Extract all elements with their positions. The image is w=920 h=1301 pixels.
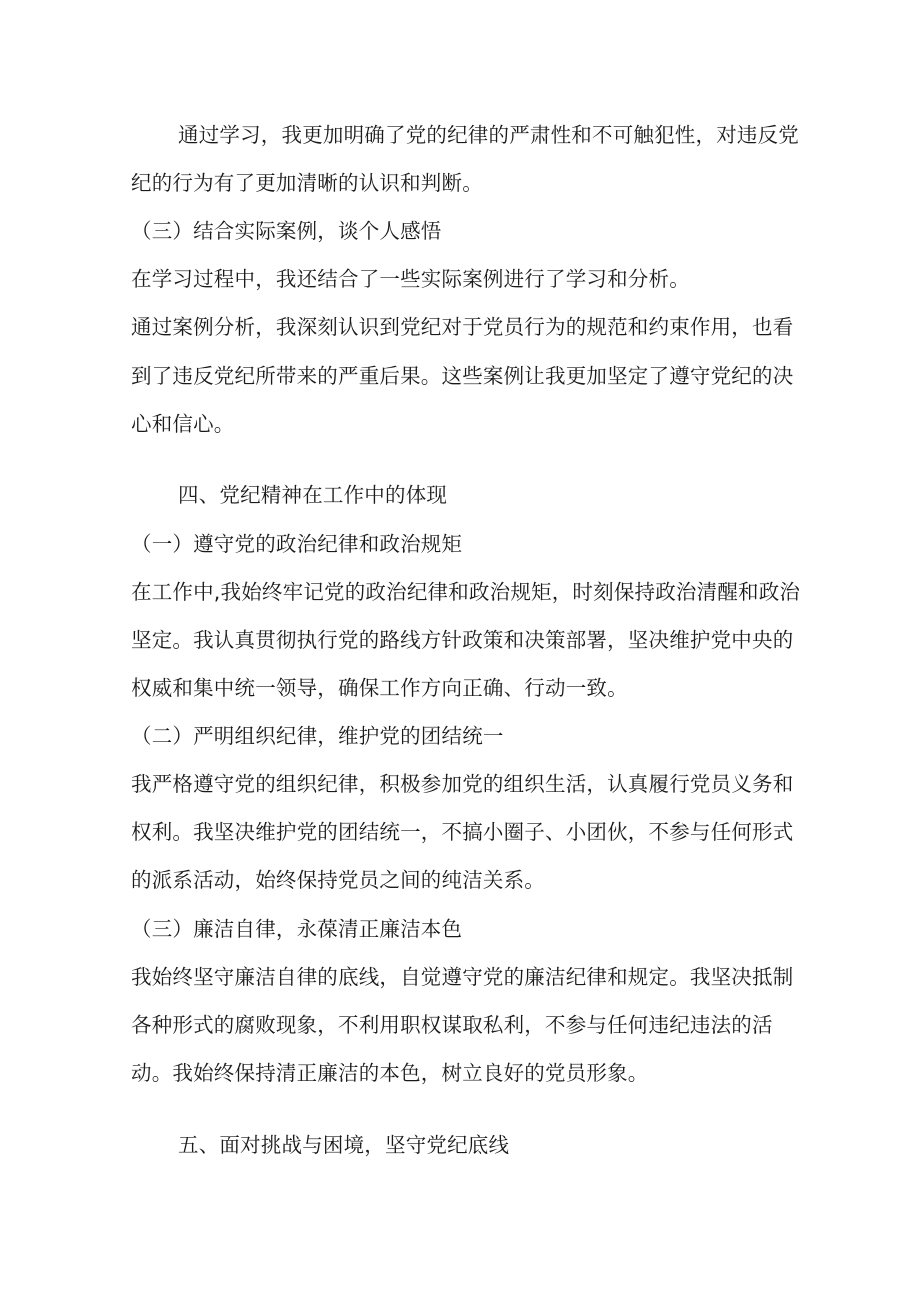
paragraph-line: 心和信心。	[131, 412, 235, 436]
paragraph-line: 坚定。我认真贯彻执行党的路线方针政策和决策部署，坚决维护党中央的	[131, 628, 794, 652]
subsection-heading: （一）遵守党的政治纪律和政治规矩	[131, 532, 463, 556]
paragraph-line: 在学习过程中，我还结合了一些实际案例进行了学习和分析。	[131, 267, 690, 291]
paragraph-line: 到了违反党纪所带来的严重后果。这些案例让我更加坚定了遵守党纪的决	[131, 364, 794, 388]
subsection-heading: （二）严明组织纪律，维护党的团结统一	[131, 724, 504, 748]
subsection-heading: （三）廉洁自律，永葆清正廉洁本色	[131, 917, 463, 941]
paragraph-line: 通过学习，我更加明确了党的纪律的严肃性和不可触犯性，对违反党	[178, 123, 799, 147]
subsection-heading: （三）结合实际案例，谈个人感悟	[131, 219, 442, 243]
paragraph-line: 权利。我坚决维护党的团结统一，不搞小圈子、小团伙，不参与任何形式	[131, 820, 794, 844]
section-heading: 四、党纪精神在工作中的体现	[178, 483, 448, 507]
paragraph-line: 通过案例分析，我深刻认识到党纪对于党员行为的规范和约束作用，也看	[131, 315, 794, 339]
paragraph-line: 纪的行为有了更加清晰的认识和判断。	[131, 171, 483, 195]
section-heading: 五、面对挑战与困境，坚守党纪底线	[178, 1133, 510, 1157]
paragraph-line: 在工作中,我始终牢记党的政治纪律和政治规矩，时刻保持政治清醒和政治	[131, 580, 801, 604]
paragraph-line: 我始终坚守廉洁自律的底线，自觉遵守党的廉洁纪律和规定。我坚决抵制	[131, 965, 794, 989]
paragraph-line: 权威和集中统一领导，确保工作方向正确、行动一致。	[131, 676, 628, 700]
paragraph-line: 各种形式的腐败现象，不利用职权谋取私利，不参与任何违纪违法的活	[131, 1013, 773, 1037]
paragraph-line: 我严格遵守党的组织纪律，积极参加党的组织生活，认真履行党员义务和	[131, 772, 794, 796]
paragraph-line: 的派系活动，始终保持党员之间的纯洁关系。	[131, 868, 545, 892]
paragraph-line: 动。我始终保持清正廉洁的本色，树立良好的党员形象。	[131, 1061, 649, 1085]
